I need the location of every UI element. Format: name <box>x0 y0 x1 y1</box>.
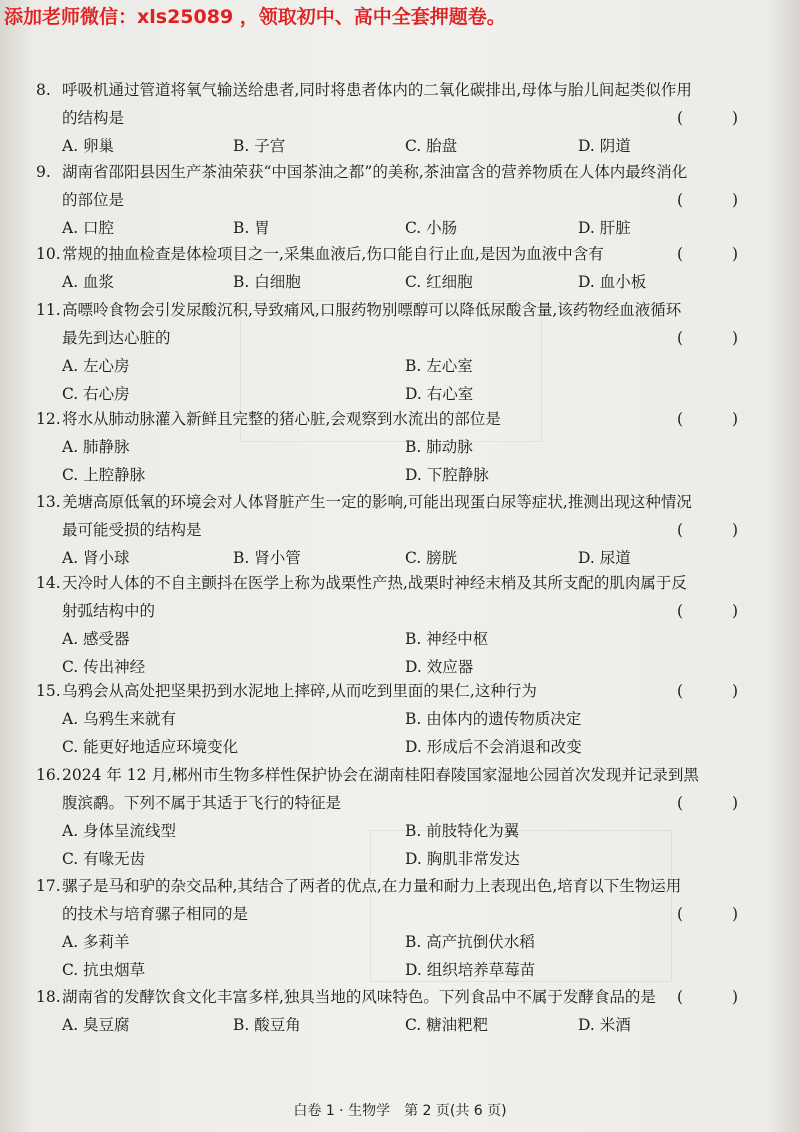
options-row <box>36 733 766 761</box>
option-d[interactable]: D. 右心室 <box>405 385 474 403</box>
options-row <box>36 461 766 489</box>
question-stem <box>36 872 766 900</box>
question-9 <box>36 158 766 242</box>
option-c[interactable]: C. 能更好地适应环境变化 <box>62 738 239 756</box>
option-d[interactable]: D. 胸肌非常发达 <box>405 850 520 868</box>
option-d[interactable]: D. 形成后不会消退和改变 <box>405 738 582 756</box>
option-a[interactable]: A. 左心房 <box>62 357 130 375</box>
options-row <box>36 956 766 984</box>
stem-line: 腹滨鹬。下列不属于其适于飞行的特征是 <box>62 794 342 812</box>
question-17 <box>36 872 766 984</box>
stem-line: 天冷时人体的不自主颤抖在医学上称为战栗性产热,战栗时神经末梢及其所支配的肌肉属于反 <box>62 574 687 592</box>
question-stem <box>36 677 766 705</box>
answer-paren: ( ) <box>676 109 760 127</box>
question-number: 17. <box>36 877 61 895</box>
question-number: 10. <box>36 245 61 263</box>
question-stem <box>36 569 766 597</box>
option-b[interactable]: B. 肺动脉 <box>405 438 473 456</box>
option-a[interactable]: A. 肾小球 <box>62 549 130 567</box>
question-stem <box>36 76 766 104</box>
question-stem <box>36 158 766 186</box>
option-b[interactable]: B. 酸豆角 <box>233 1016 301 1034</box>
option-b[interactable]: B. 子宫 <box>233 137 286 155</box>
stem-line: 骡子是马和驴的杂交品种,其结合了两者的优点,在力量和耐力上表现出色,培育以下生物运用 <box>62 877 682 895</box>
stem-line: 2024 年 12 月,郴州市生物多样性保护协会在湖南桂阳春陵国家湿地公园首次发现并记录到黑 <box>62 766 699 784</box>
option-b[interactable]: B. 白细胞 <box>233 273 301 291</box>
option-a[interactable]: A. 乌鸦生来就有 <box>62 710 177 728</box>
stem-line: 射弧结构中的 <box>62 602 156 620</box>
options-row <box>36 214 766 242</box>
question-13 <box>36 488 766 572</box>
question-14 <box>36 569 766 681</box>
stem-line: 的结构是 <box>62 109 125 127</box>
answer-paren: ( ) <box>676 329 760 347</box>
option-a[interactable]: A. 口腔 <box>62 219 115 237</box>
stem-line: 呼吸机通过管道将氧气输送给患者,同时将患者体内的二氧化碳排出,母体与胎儿间起类似作用 <box>62 81 692 99</box>
options-row <box>36 380 766 408</box>
question-stem <box>36 296 766 324</box>
answer-paren: ( ) <box>676 602 760 620</box>
option-b[interactable]: B. 由体内的遗传物质决定 <box>405 710 582 728</box>
stem-line: 高嘌呤食物会引发尿酸沉积,导致痛风,口服药物别嘌醇可以降低尿酸含量,该药物经血液循环 <box>62 301 682 319</box>
question-12 <box>36 405 766 489</box>
option-d[interactable]: D. 血小板 <box>578 273 647 291</box>
answer-paren: ( ) <box>676 191 760 209</box>
option-a[interactable]: A. 臭豆腐 <box>62 1016 130 1034</box>
stem-line: 的技术与培育骡子相同的是 <box>62 905 249 923</box>
option-b[interactable]: B. 胃 <box>233 219 270 237</box>
options-row <box>36 433 766 461</box>
option-c[interactable]: C. 膀胱 <box>405 549 458 567</box>
stem-line: 的部位是 <box>62 191 125 209</box>
option-d[interactable]: D. 尿道 <box>578 549 631 567</box>
option-d[interactable]: D. 阴道 <box>578 137 631 155</box>
question-number: 18. <box>36 988 61 1006</box>
option-b[interactable]: B. 左心室 <box>405 357 473 375</box>
question-number: 14. <box>36 574 61 592</box>
option-a[interactable]: A. 肺静脉 <box>62 438 130 456</box>
answer-paren: ( ) <box>676 410 760 428</box>
stem-line: 最先到达心脏的 <box>62 329 171 347</box>
options-row <box>36 817 766 845</box>
option-c[interactable]: C. 红细胞 <box>405 273 473 291</box>
options-row <box>36 625 766 653</box>
options-row <box>36 268 766 296</box>
option-c[interactable]: C. 抗虫烟草 <box>62 961 146 979</box>
question-stem <box>36 240 766 268</box>
question-15 <box>36 677 766 761</box>
option-c[interactable]: C. 上腔静脉 <box>62 466 146 484</box>
answer-paren: ( ) <box>676 521 760 539</box>
options-row <box>36 845 766 873</box>
option-d[interactable]: D. 肝脏 <box>578 219 631 237</box>
stem-line: 湖南省的发酵饮食文化丰富多样,独具当地的风味特色。下列食品中不属于发酵食品的是 <box>62 988 656 1006</box>
question-18 <box>36 983 766 1039</box>
stem-line: 最可能受损的结构是 <box>62 521 202 539</box>
question-stem <box>36 983 766 1011</box>
question-number: 11. <box>36 301 61 319</box>
question-number: 9. <box>36 163 51 181</box>
answer-paren: ( ) <box>676 794 760 812</box>
option-a[interactable]: A. 卵巢 <box>62 137 115 155</box>
question-number: 13. <box>36 493 61 511</box>
question-number: 8. <box>36 81 51 99</box>
option-d[interactable]: D. 组织培养草莓苗 <box>405 961 536 979</box>
stem-line: 乌鸦会从高处把坚果扔到水泥地上摔碎,从而吃到里面的果仁,这种行为 <box>62 682 537 700</box>
option-b[interactable]: B. 神经中枢 <box>405 630 489 648</box>
option-d[interactable]: D. 下腔静脉 <box>405 466 489 484</box>
options-row <box>36 928 766 956</box>
option-c[interactable]: C. 传出神经 <box>62 658 146 676</box>
options-row <box>36 705 766 733</box>
question-stem <box>36 488 766 516</box>
option-d[interactable]: D. 米酒 <box>578 1016 631 1034</box>
watermark-banner: 添加老师微信：xls25089 ，领取初中、高中全套押题卷。 <box>4 6 506 28</box>
option-c[interactable]: C. 小肠 <box>405 219 458 237</box>
option-a[interactable]: A. 多莉羊 <box>62 933 130 951</box>
question-stem <box>36 405 766 433</box>
option-c[interactable]: C. 胎盘 <box>405 137 458 155</box>
option-b[interactable]: B. 高产抗倒伏水稻 <box>405 933 535 951</box>
options-row <box>36 1011 766 1039</box>
options-row <box>36 132 766 160</box>
options-row <box>36 544 766 572</box>
stem-line: 将水从肺动脉灌入新鲜且完整的猪心脏,会观察到水流出的部位是 <box>62 410 501 428</box>
answer-paren: ( ) <box>676 682 760 700</box>
option-c[interactable]: C. 有喙无齿 <box>62 850 146 868</box>
question-stem <box>36 761 766 789</box>
question-16 <box>36 761 766 873</box>
question-number: 15. <box>36 682 61 700</box>
page-footer: 白卷 1 · 生物学 第 2 页(共 6 页) <box>293 1103 507 1119</box>
question-number: 12. <box>36 410 61 428</box>
option-a[interactable]: A. 感受器 <box>62 630 130 648</box>
option-b[interactable]: B. 前肢特化为翼 <box>405 822 520 840</box>
question-number: 16. <box>36 766 61 784</box>
answer-paren: ( ) <box>676 245 760 263</box>
question-10 <box>36 240 766 296</box>
stem-line: 羌塘高原低氧的环境会对人体肾脏产生一定的影响,可能出现蛋白尿等症状,推测出现这种情况 <box>62 493 692 511</box>
option-a[interactable]: A. 血浆 <box>62 273 115 291</box>
option-b[interactable]: B. 肾小管 <box>233 549 301 567</box>
answer-paren: ( ) <box>676 988 760 1006</box>
answer-paren: ( ) <box>676 905 760 923</box>
option-d[interactable]: D. 效应器 <box>405 658 474 676</box>
option-c[interactable]: C. 糖油粑粑 <box>405 1016 489 1034</box>
question-11 <box>36 296 766 408</box>
option-c[interactable]: C. 右心房 <box>62 385 130 403</box>
stem-line: 湖南省邵阳县因生产茶油荣获“中国茶油之都”的美称,茶油富含的营养物质在人体内最终消化 <box>62 163 688 181</box>
option-a[interactable]: A. 身体呈流线型 <box>62 822 177 840</box>
stem-line: 常规的抽血检查是体检项目之一,采集血液后,伤口能自行止血,是因为血液中含有 <box>62 245 604 263</box>
question-8 <box>36 76 766 160</box>
options-row <box>36 352 766 380</box>
